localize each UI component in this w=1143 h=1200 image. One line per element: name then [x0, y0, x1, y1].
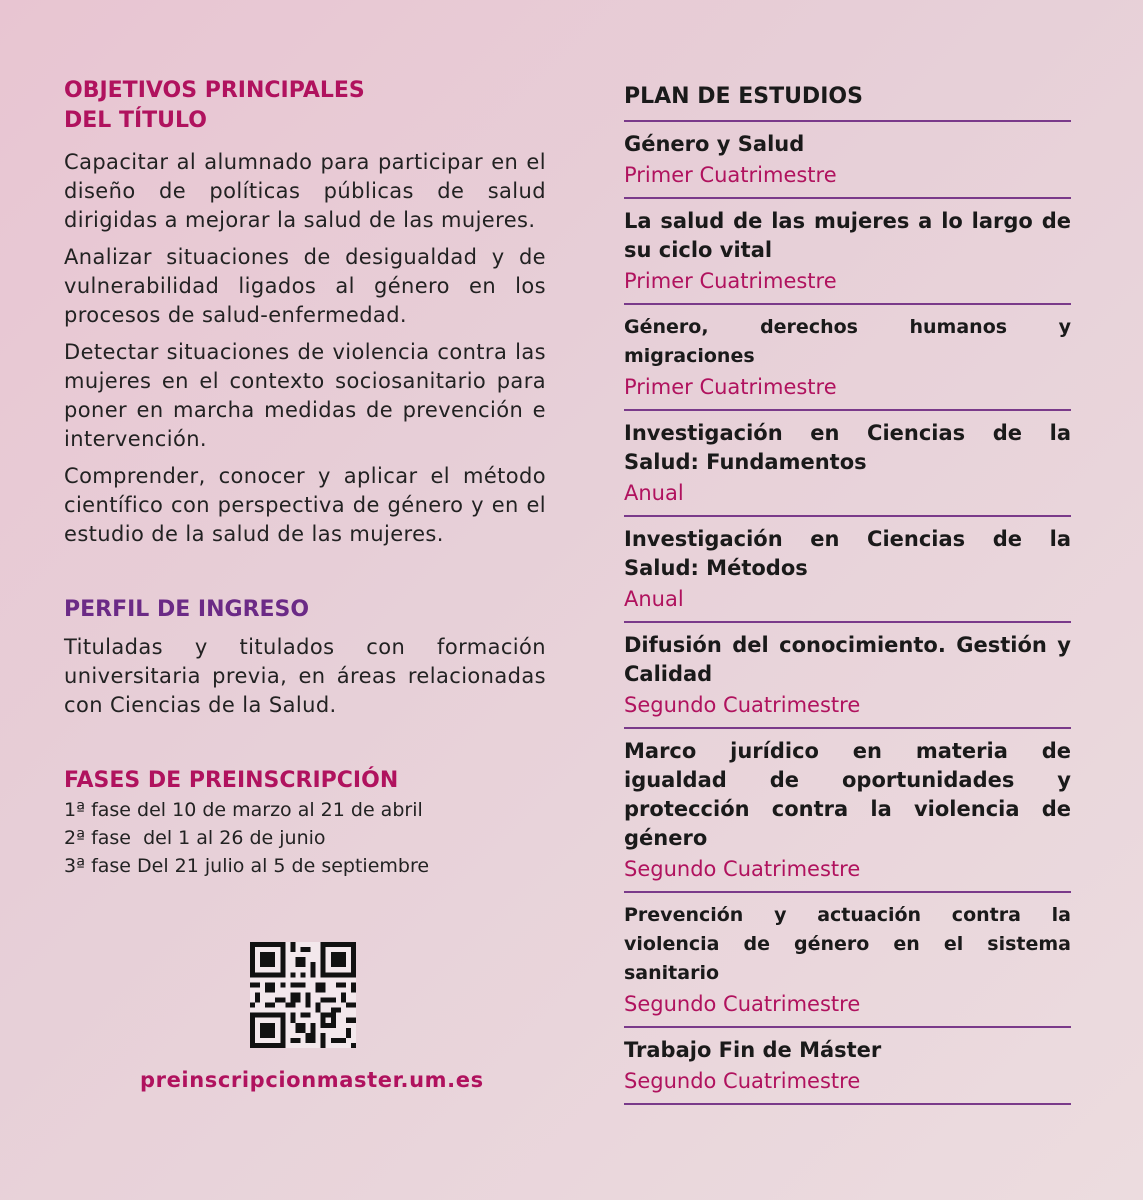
course-name: Trabajo Fin de Máster — [624, 1038, 882, 1062]
perfil-title: PERFIL DE INGRESO — [64, 597, 310, 622]
course-item — [624, 893, 1071, 1028]
course-item — [624, 729, 1071, 893]
qr-code-icon[interactable] — [250, 942, 356, 1048]
fases-title: FASES DE PREINSCRIPCIÓN — [64, 768, 399, 793]
course-item — [624, 199, 1071, 305]
course-name: La salud de las mujeres a lo largo de su ciclo vital — [624, 209, 1071, 262]
course-term: Segundo Cuatrimestre — [624, 1069, 861, 1093]
course-item — [624, 517, 1071, 623]
course-name: Investigación en Ciencias de la Salud: Métodos — [624, 527, 1071, 580]
course-term: Primer Cuatrimestre — [624, 269, 837, 293]
course-name: Prevención y actuación contra la violencia de género en el sistema sanitario — [624, 904, 1071, 984]
objetivos-title-line2: DEL TÍTULO — [64, 108, 207, 133]
objetivo-paragraph: Analizar situaciones de desigualdad y de vulnerabilidad ligados al género en los procesos de salud-enfermedad. — [64, 245, 546, 327]
objetivos-title — [64, 76, 546, 136]
course-name: Difusión del conocimiento. Gestión y Calidad — [624, 633, 1071, 686]
fase-item: 2ª fase del 1 al 26 de junio — [64, 827, 326, 849]
course-term: Primer Cuatrimestre — [624, 375, 837, 399]
objetivo-paragraph: Detectar situaciones de violencia contra las mujeres en el contexto sociosanitario para poner en marcha medidas de prevención e intervención. — [64, 340, 546, 451]
course-term: Segundo Cuatrimestre — [624, 992, 861, 1016]
preinscripcion-url[interactable]: preinscripcionmaster.um.es — [140, 1068, 484, 1092]
course-name: Investigación en Ciencias de la Salud: Fundamentos — [624, 421, 1071, 474]
fase-item: 3ª fase Del 21 julio al 5 de septiembre — [64, 855, 430, 877]
course-term: Primer Cuatrimestre — [624, 163, 837, 187]
course-item — [624, 305, 1071, 411]
course-name: Género, derechos humanos y migraciones — [624, 316, 1071, 367]
perfil-text: Tituladas y titulados con formación universitaria previa, en áreas relacionadas con Ciencias de la Salud. — [64, 635, 546, 717]
course-term: Anual — [624, 481, 684, 505]
objetivo-paragraph: Comprender, conocer y aplicar el método científico con perspectiva de género y en el estudio de la salud de las mujeres. — [64, 464, 546, 546]
course-term: Anual — [624, 587, 684, 611]
objetivos-title-line1: OBJETIVOS PRINCIPALES — [64, 78, 365, 103]
course-name: Género y Salud — [624, 132, 805, 156]
course-term: Segundo Cuatrimestre — [624, 857, 861, 881]
course-name: Marco jurídico en materia de igualdad de oportunidades y protección contra la violencia de género — [624, 739, 1071, 850]
plan-de-estudios — [624, 80, 1071, 1105]
course-item — [624, 122, 1071, 199]
fase-item: 1ª fase del 10 de marzo al 21 de abril — [64, 799, 423, 821]
objetivo-paragraph: Capacitar al alumnado para participar en el diseño de políticas públicas de salud dirigidas a mejorar la salud de las mujeres. — [64, 150, 546, 232]
plan-title: PLAN DE ESTUDIOS — [624, 80, 1071, 122]
course-item — [624, 1028, 1071, 1105]
course-item — [624, 411, 1071, 517]
course-term: Segundo Cuatrimestre — [624, 693, 861, 717]
course-item — [624, 623, 1071, 729]
left-column — [64, 76, 546, 880]
